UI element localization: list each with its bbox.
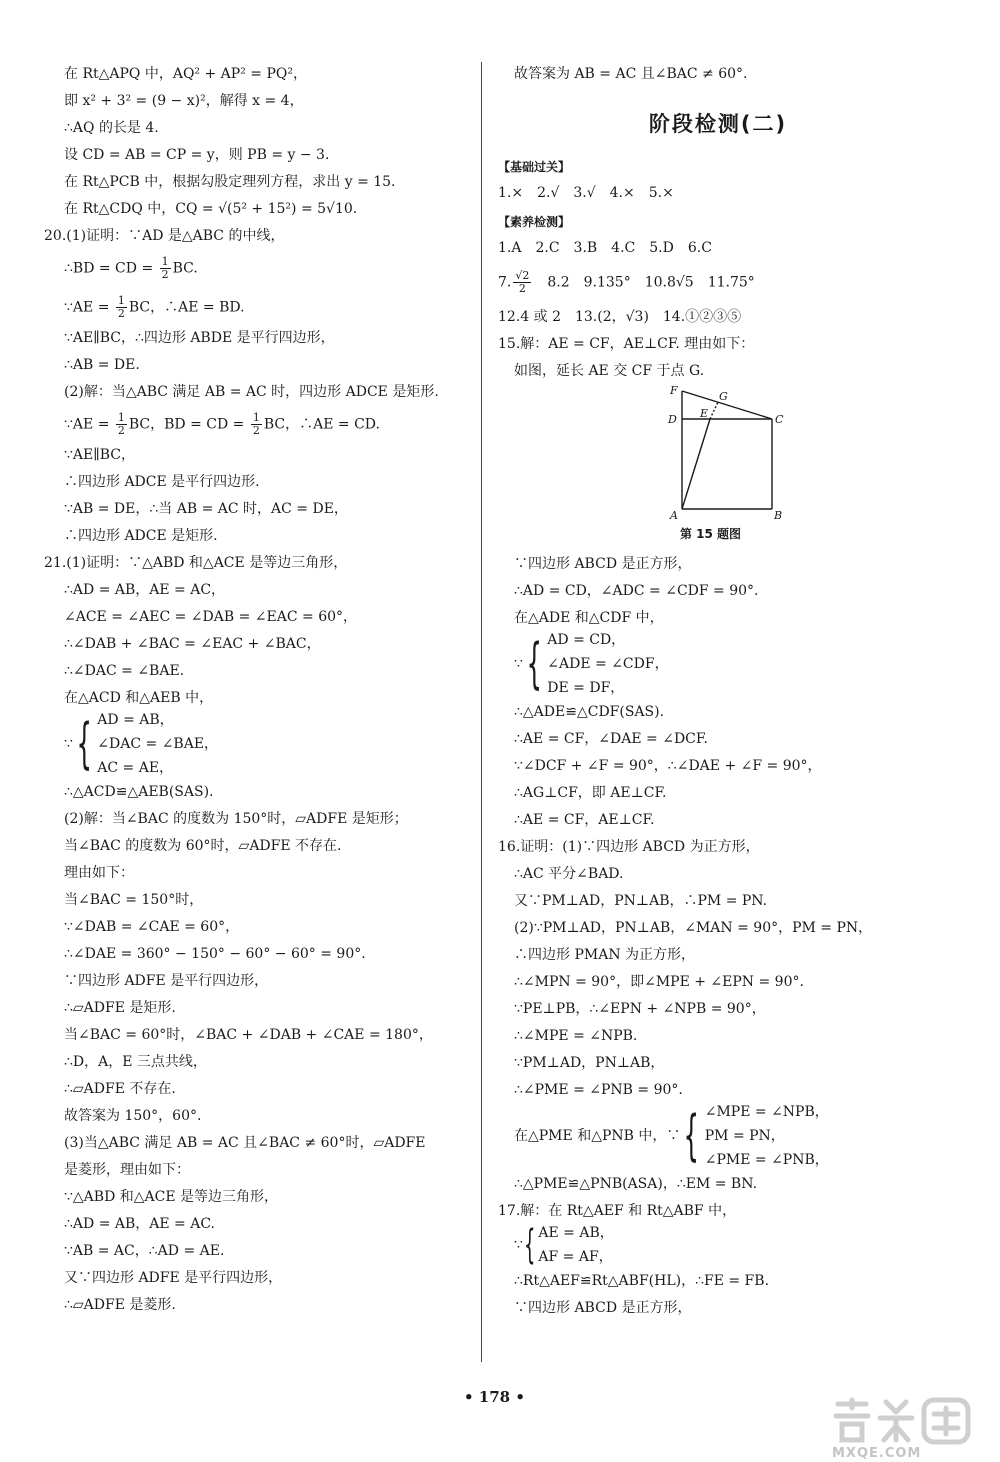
text-line: ∴D，A，E 三点共线， [64, 1054, 207, 1070]
figure-caption: 第 15 题图 [680, 527, 742, 541]
equation-row: ∠ADE = ∠CDF， [547, 656, 669, 672]
text-line: 当∠BAC 的度数为 60°时，▱ADFE 不存在. [64, 838, 342, 854]
equation-system-rows [547, 632, 668, 696]
text-line: ∴△ACD≌△AEB(SAS). [64, 784, 214, 800]
label-e: E [700, 407, 709, 420]
text-line: ∴∠PME = ∠PNB = 90°. [514, 1082, 683, 1098]
section-title: 阶段检测(二) [648, 112, 788, 136]
equation-row: AD = CD， [547, 632, 626, 648]
text-line: (2)解：当∠BAC 的度数为 150°时，▱ADFE 是矩形； [64, 811, 408, 827]
text-line: 当∠BAC = 60°时，∠BAC + ∠DAB + ∠CAE = 180°， [64, 1027, 433, 1043]
text-line: ∴AE = CF，∠DAE = ∠DCF. [514, 731, 708, 747]
label-g: G [719, 390, 728, 403]
brace-symbol: { [523, 1222, 536, 1268]
label-d: D [668, 413, 677, 426]
text-line: ∵四边形 ABCD 是正方形， [514, 1300, 692, 1316]
text-line: ∴AE = CF，AE⊥CF. [514, 812, 655, 828]
equation-row: ∠PME = ∠PNB， [704, 1152, 829, 1168]
text-line: ∴AD = AB，AE = AC. [64, 1216, 216, 1232]
text-line: ∵AB = DE，∴当 AB = AC 时，AC = DE， [64, 501, 348, 517]
text-line: ∴四边形 ADCE 是矩形. [64, 528, 218, 544]
text-line: ∵AE = $\frac{1}{2}$ BC，BD = CD = $\frac{1}{2}$ BC，∴AE = CD. [64, 411, 380, 437]
text-line: ∴四边形 ADCE 是平行四边形. [64, 474, 260, 490]
answer-line: 1.A 2.C 3.B 4.C 5.D 6.C [498, 240, 712, 256]
fraction: $\frac{1}{2}$ [252, 411, 260, 437]
text-line: 故答案为 AB = AC 且∠BAC ≠ 60°. [514, 66, 748, 82]
left-column [44, 58, 468, 1313]
text-line: ∵AE = $\frac{1}{2}$ BC，∴AE = BD. [64, 294, 245, 320]
text-line: 又∵四边形 ADFE 是平行四边形， [64, 1270, 283, 1286]
fraction: $\frac{1}{2}$ [117, 294, 125, 320]
text-line: 是菱形，理由如下： [64, 1162, 190, 1178]
fraction: $\frac{√2}{2}$ [515, 269, 530, 295]
brace-symbol: { [526, 632, 542, 695]
equation-row: ∠MPE = ∠NPB， [704, 1104, 829, 1120]
text-line: ∵PE⊥PB，∴∠EPN + ∠NPB = 90°， [514, 1001, 766, 1017]
fraction: $\frac{1}{2}$ [117, 411, 125, 437]
text-line: ∴AG⊥CF，即 AE⊥CF. [514, 785, 667, 801]
text-line: ∠ACE = ∠AEC = ∠DAB = ∠EAC = 60°， [64, 609, 358, 625]
text-line: 即 x² + 3² = (9 − x)²，解得 x = 4， [64, 93, 304, 109]
watermark-text: MXQE.COM [832, 1446, 922, 1461]
equation-row: AE = AB， [538, 1225, 614, 1241]
equation-system-rows [97, 712, 218, 776]
equation-system-rows [705, 1104, 829, 1168]
column-divider [481, 62, 482, 1362]
brace-symbol: { [683, 1104, 700, 1167]
text-line: ∵AE∥BC，∴四边形 ABDE 是平行四边形， [64, 330, 335, 346]
segment-eg-dashed [710, 402, 718, 419]
text-line: ∴AB = DE. [64, 357, 140, 373]
section-label: 【素养检测】 [498, 215, 571, 229]
text-line: 在△ACD 和△AEB 中， [64, 690, 214, 706]
brace-symbol: { [76, 712, 92, 775]
equation-row: AC = AE， [97, 760, 174, 776]
text-line: (2)解：当△ABC 满足 AB = AC 时，四边形 ADCE 是矩形. [64, 384, 439, 400]
text-line: 又∵PM⊥AD，PN⊥AB，∴PM = PN. [514, 893, 768, 909]
problem-17-heading: 17.解：在 Rt△AEF 和 Rt△ABF 中， [498, 1203, 737, 1219]
text-line: ∴∠DAE = 360° − 150° − 60° − 60° = 90°. [64, 946, 366, 962]
text-line: ∴∠DAB + ∠BAC = ∠EAC + ∠BAC， [64, 636, 321, 652]
text-line: ∴∠MPE = ∠NPB. [514, 1028, 638, 1044]
text-line: ∵AE∥BC， [64, 447, 135, 463]
watermark-logo-graphic [828, 1394, 978, 1446]
problem-21-heading: 21.(1)证明：∵△ABD 和△ACE 是等边三角形， [44, 555, 348, 571]
text-line: 故答案为 150°，60°. [64, 1108, 202, 1124]
answer-line: 12.4 或 2 13.(2，√3) 14.①②③⑤ [498, 309, 742, 325]
text-line: ∵PM⊥AD，PN⊥AB， [514, 1055, 665, 1071]
problem-20-heading: 20.(1)证明：∵AD 是△ABC 的中线， [44, 228, 285, 244]
answer-line: 7. $\frac{√2}{2}$ 8.2 9.135° 10.8√5 11.75° [498, 269, 755, 295]
equation-row: ∠DAC = ∠BAE， [97, 736, 219, 752]
text-line: ∴Rt△AEF≌Rt△ABF(HL)，∴FE = FB. [514, 1273, 770, 1289]
label-b: B [774, 509, 783, 522]
text-line: (2)∵PM⊥AD，PN⊥AB，∠MAN = 90°，PM = PN， [514, 920, 873, 936]
equation-system: ∵ { AE = AB， AF = AF， [514, 1222, 614, 1268]
equation-system-rows [538, 1225, 613, 1265]
problem-16-heading: 16.证明：(1)∵四边形 ABCD 为正方形， [498, 839, 760, 855]
text-line: ∴BD = CD = $\frac{1}{2}$ BC. [64, 255, 198, 281]
watermark-logo [828, 1394, 978, 1460]
text-line: ∴四边形 PMAN 为正方形， [514, 947, 696, 963]
problem-15-heading: 15.解：AE = CF，AE⊥CF. 理由如下： [498, 336, 755, 352]
equation-system: ∵ { AD = AB， ∠DAC = ∠BAE， AC = AE， [64, 712, 219, 776]
text-line: ∴AC 平分∠BAD. [514, 866, 624, 882]
equation-row: PM = PN， [704, 1128, 785, 1144]
section-label: 【基础过关】 [498, 160, 571, 174]
right-column [498, 58, 938, 1316]
text-line: ∴△ADE≌△CDF(SAS). [514, 704, 665, 720]
fraction: $\frac{1}{2}$ [161, 255, 169, 281]
text-line: ∴▱ADFE 是矩形. [64, 1000, 176, 1016]
page-number: • 178 • [464, 1388, 525, 1406]
label-a: A [670, 509, 678, 522]
text-line: ∴AQ 的长是 4. [64, 120, 159, 136]
text-line: 如图，延长 AE 交 CF 于点 G. [514, 363, 705, 379]
equation-system: ∵ { AD = CD， ∠ADE = ∠CDF， DE = DF， [514, 632, 669, 696]
text-line: ∵AB = AC，∴AD = AE. [64, 1243, 225, 1259]
text-line: ∵∠DAB = ∠CAE = 60°， [64, 919, 240, 935]
text-line: 理由如下： [64, 865, 134, 881]
text-line: 当∠BAC = 150°时， [64, 892, 204, 908]
text-line: (3)当△ABC 满足 AB = AC 且∠BAC ≠ 60°时，▱ADFE [64, 1135, 426, 1151]
text-line: 在△ADE 和△CDF 中， [514, 610, 664, 626]
label-c: C [775, 413, 784, 426]
answer-line: 1.× 2.√ 3.√ 4.× 5.× [498, 185, 674, 201]
text-line: ∴AD = CD，∠ADC = ∠CDF = 90°. [514, 583, 759, 599]
equation-system: 在△PME 和△PNB 中，∵ { ∠MPE = ∠NPB， PM = PN， ∠PME = ∠PNB， [514, 1104, 829, 1168]
label-f: F [670, 385, 678, 397]
text-line: ∴∠DAC = ∠BAE. [64, 663, 185, 679]
segment-ae [682, 419, 710, 509]
text-line: ∴△PME≌△PNB(ASA)，∴EM = BN. [514, 1176, 758, 1192]
equation-row: DE = DF， [547, 680, 625, 696]
text-line: ∵△ABD 和△ACE 是等边三角形， [64, 1189, 279, 1205]
geometry-figure [666, 385, 786, 525]
text-line: 在 Rt△PCB 中，根据勾股定理列方程，求出 y = 15. [64, 174, 396, 190]
text-line: ∴AD = AB，AE = AC， [64, 582, 226, 598]
text-line: 在 Rt△CDQ 中，CQ = √(5² + 15²) = 5√10. [64, 201, 358, 217]
text-line: ∵四边形 ADFE 是平行四边形， [64, 973, 269, 989]
equation-row: AD = AB， [97, 712, 174, 728]
text-line: ∴▱ADFE 不存在. [64, 1081, 176, 1097]
text-line: ∵四边形 ABCD 是正方形， [514, 556, 692, 572]
text-line: ∴∠MPN = 90°，即∠MPE + ∠EPN = 90°. [514, 974, 804, 990]
equation-row: AF = AF， [538, 1249, 613, 1265]
text-line: 设 CD = AB = CP = y，则 PB = y − 3. [64, 147, 330, 163]
text-line: 在 Rt△APQ 中，AQ² + AP² = PQ²， [64, 66, 307, 82]
text-line: ∵∠DCF + ∠F = 90°，∴∠DAE + ∠F = 90°， [514, 758, 822, 774]
text-line: ∴▱ADFE 是菱形. [64, 1297, 176, 1313]
